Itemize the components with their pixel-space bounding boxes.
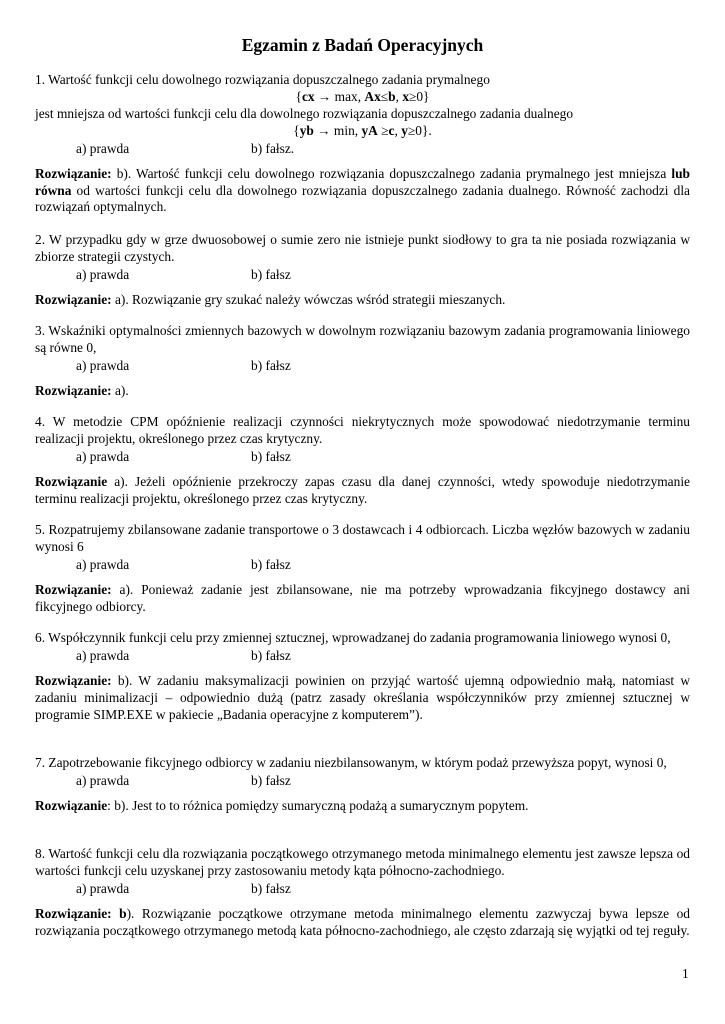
primal-formula: {cx → max, Ax≤b, x≥0} <box>295 88 430 104</box>
solution: Rozwiązanie: a). Rozwiązanie gry szukać należy wówczas wśród strategii mieszanych. <box>35 291 506 307</box>
question-text: 4. W metodzie CPM opóźnienie realizacji czynności niekrytycznych może spowodować niedotrzymanie terminu realizacji projektu, określonego przez czas krytyczny. <box>35 414 690 446</box>
page-title: Egzamin z Badań Operacyjnych <box>241 35 484 55</box>
option-b: b) fałsz <box>251 647 291 663</box>
question-1 <box>35 72 690 216</box>
question-text: 1. Wartość funkcji celu dowolnego rozwiązania dopuszczalnego zadania prymalnego <box>35 72 490 87</box>
answer-options <box>35 140 690 157</box>
answer-options <box>35 266 690 283</box>
option-b: b) fałsz. <box>251 140 295 156</box>
option-a: a) prawda <box>76 266 130 282</box>
question-text: 7. Zapotrzebowanie fikcyjnego odbiorcy w zadaniu niezbilansowanym, w którym podaż przewyższa popyt, wynosi 0, <box>35 755 667 770</box>
question-text: 8. Wartość funkcji celu dla rozwiązania początkowego otrzymanego metoda minimalnego elementu jest zawsze lepsza od wartości funkcji celu uzyskanej przy zastosowaniu metody kąta północno-zachodniego. <box>35 846 690 878</box>
option-b: b) fałsz <box>251 772 291 788</box>
page-number: 1 <box>682 966 689 981</box>
answer-options <box>35 357 690 374</box>
option-a: a) prawda <box>76 880 130 896</box>
option-b: b) fałsz <box>251 880 291 896</box>
option-a: a) prawda <box>76 556 130 572</box>
question-4 <box>35 414 690 508</box>
option-a: a) prawda <box>76 140 130 156</box>
solution: Rozwiązanie: b). Rozwiązanie początkowe otrzymane metoda minimalnego elementu zazwyczaj bywa lepsze od rozwiązania początkowego otrzymanego metodą kata północno-zachodniego, ale często zdarzają się wyjątki od tej reguły. <box>35 905 690 938</box>
option-b: b) fałsz <box>251 448 291 464</box>
solution: Rozwiązanie: b). W zadaniu maksymalizacji powinien on przyjąć wartość ujemną odpowiednio małą, natomiast w zadaniu minimalizacji – odpowiednio dużą (patrz zasady określania współczynników przy zmiennej sztucznej w programie SIMP.EXE w pakiecie „Badania operacyjne z komputerem”). <box>35 672 690 722</box>
question-text: 6. Współczynnik funkcji celu przy zmiennej sztucznej, wprowadzanej do zadania programowania liniowego wynosi 0, <box>35 630 671 645</box>
question-2 <box>35 232 690 309</box>
question-5 <box>35 522 690 616</box>
question-6 <box>35 630 690 724</box>
option-b: b) fałsz <box>251 357 291 373</box>
question-8 <box>35 846 690 940</box>
option-b: b) fałsz <box>251 266 291 282</box>
option-a: a) prawda <box>76 772 130 788</box>
solution: Rozwiązanie: a). <box>35 382 129 398</box>
solution: Rozwiązanie a). Jeżeli opóźnienie przekroczy zapas czasu dla danej czynności, wtedy spowoduje niedotrzymanie terminu realizacji projektu, określonego przez czas krytyczny. <box>35 473 690 506</box>
question-text: 2. W przypadku gdy w grze dwuosobowej o sumie zero nie istnieje punkt siodłowy to gra ta nie posiada rozwiązania w zbiorze strategii czystych. <box>35 232 690 264</box>
solution: Rozwiązanie: a). Ponieważ zadanie jest zbilansowane, nie ma potrzeby wprowadzania fikcyjnego dostawcy ani fikcyjnego odbiorcy. <box>35 581 690 614</box>
answer-options <box>35 880 690 897</box>
solution: Rozwiązanie: b). Wartość funkcji celu dowolnego rozwiązania dopuszczalnego zadania prymalnego jest mniejsza lub równa od wartości funkcji celu dla dowolnego rozwiązania dopuszczalnego zadania dualnego. Równość zachodzi dla rozwiązań optymalnych. <box>35 165 690 215</box>
dual-formula: {yb → min, yA ≥c, y≥0}. <box>293 122 432 138</box>
answer-options <box>35 556 690 573</box>
option-a: a) prawda <box>76 448 130 464</box>
question-3 <box>35 323 690 400</box>
answer-options <box>35 448 690 465</box>
option-a: a) prawda <box>76 647 130 663</box>
solution: Rozwiązanie: b). Jest to to różnica pomiędzy sumaryczną podażą a sumarycznym popytem. <box>35 797 529 813</box>
option-b: b) fałsz <box>251 556 291 572</box>
question-text: 3. Wskaźniki optymalności zmiennych bazowych w dowolnym rozwiązaniu bazowym zadania programowania liniowego są równe 0, <box>35 323 690 355</box>
option-a: a) prawda <box>76 357 130 373</box>
question-text: 5. Rozpatrujemy zbilansowane zadanie transportowe o 3 dostawcach i 4 odbiorcach. Liczba węzłów bazowych w zadaniu wynosi 6 <box>35 522 690 554</box>
answer-options <box>35 647 690 664</box>
question-7 <box>35 755 690 815</box>
answer-options <box>35 772 690 789</box>
question-text-continued: jest mniejsza od wartości funkcji celu dla dowolnego rozwiązania dopuszczalnego zadania dualnego <box>35 105 574 121</box>
